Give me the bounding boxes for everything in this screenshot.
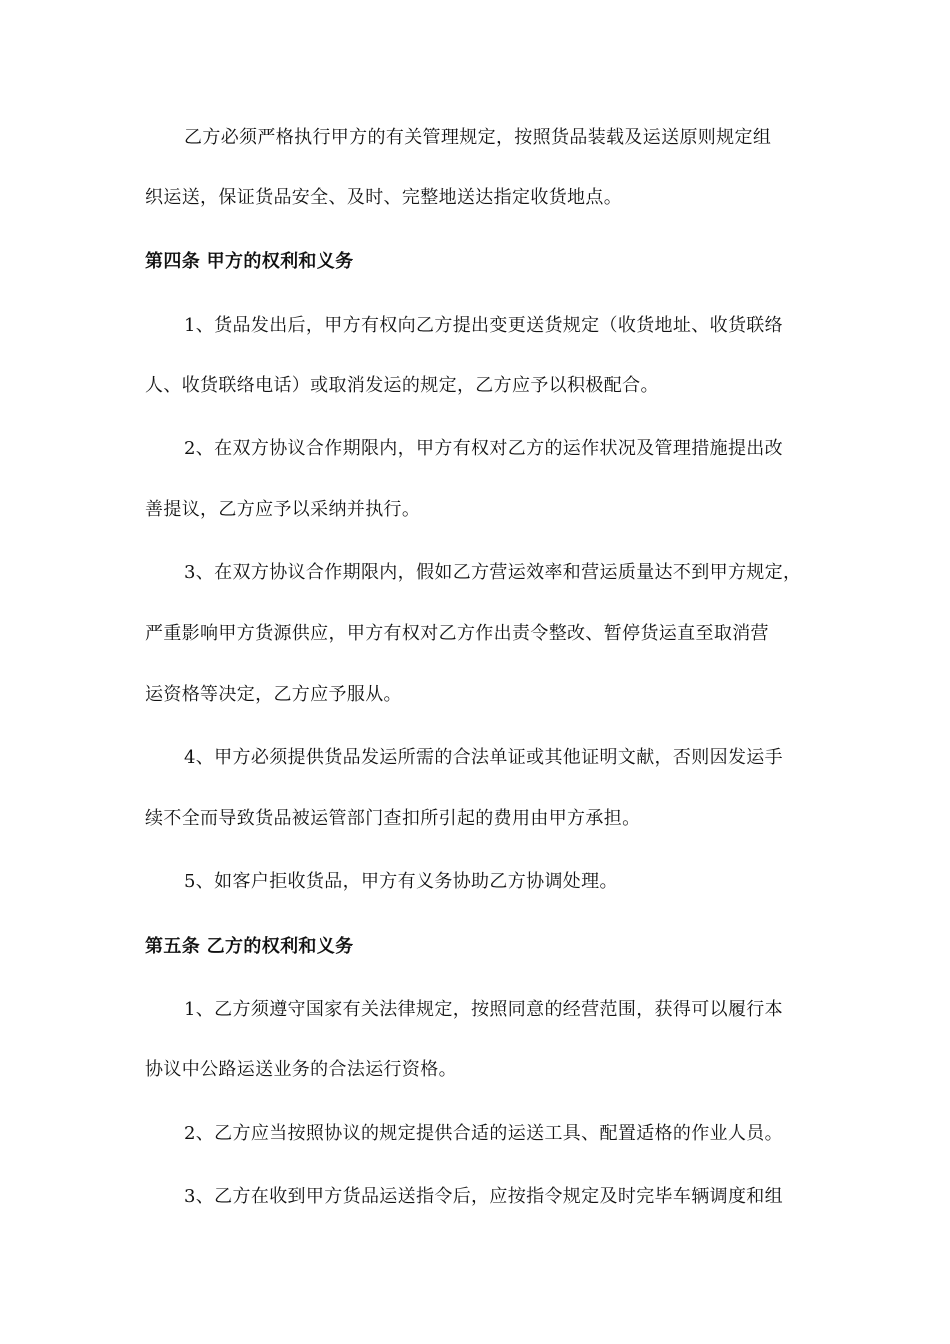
- paragraph-line: 5、如客户拒收货品，甲方有义务协助乙方协调处理。: [184, 871, 618, 892]
- paragraph-line: 运资格等决定，乙方应予服从。: [145, 684, 402, 705]
- paragraph-line: 2、乙方应当按照协议的规定提供合适的运送工具、配置适格的作业人员。: [184, 1123, 783, 1144]
- paragraph-line: 2、在双方协议合作期限内，甲方有权对乙方的运作状况及管理措施提出改: [184, 438, 783, 459]
- paragraph-line: 乙方必须严格执行甲方的有关管理规定，按照货品装载及运送原则规定组: [184, 127, 772, 148]
- paragraph-line: 3、在双方协议合作期限内，假如乙方营运效率和营运质量达不到甲方规定，: [184, 562, 802, 583]
- paragraph-line: 1、货品发出后，甲方有权向乙方提出变更送货规定（收货地址、收货联络: [184, 315, 783, 336]
- paragraph-line: 3、乙方在收到甲方货品运送指令后，应按指令规定及时完毕车辆调度和组: [184, 1186, 783, 1207]
- paragraph-line: 人、收货联络电话）或取消发运的规定，乙方应予以积极配合。: [145, 375, 659, 396]
- paragraph-line: 续不全而导致货品被运管部门查扣所引起的费用由甲方承担。: [145, 808, 641, 829]
- section-heading-5: 第五条 乙方的权利和义务: [145, 936, 354, 957]
- paragraph-line: 4、甲方必须提供货品发运所需的合法单证或其他证明文献，否则因发运手: [184, 747, 783, 768]
- paragraph-line: 织运送，保证货品安全、及时、完整地送达指定收货地点。: [145, 187, 623, 208]
- paragraph-line: 善提议，乙方应予以采纳并执行。: [145, 499, 421, 520]
- section-heading-4: 第四条 甲方的权利和义务: [145, 251, 354, 272]
- paragraph-line: 严重影响甲方货源供应，甲方有权对乙方作出责令整改、暂停货运直至取消营: [145, 623, 769, 644]
- paragraph-line: 1、乙方须遵守国家有关法律规定，按照同意的经营范围，获得可以履行本: [184, 999, 783, 1020]
- paragraph-line: 协议中公路运送业务的合法运行资格。: [145, 1059, 457, 1080]
